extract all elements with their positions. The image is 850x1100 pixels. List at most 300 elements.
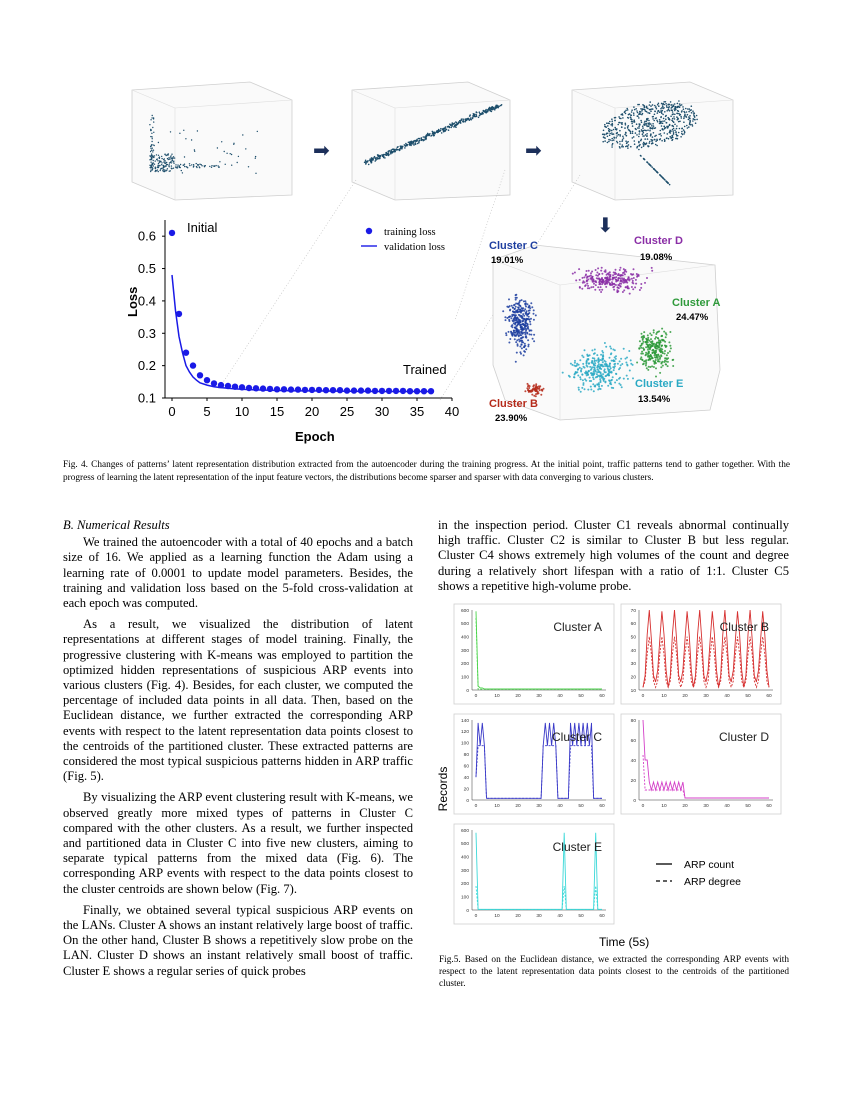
cluster-point <box>645 341 647 343</box>
scatter-point <box>444 128 446 130</box>
scatter-point <box>688 126 690 128</box>
scatter-point <box>153 160 154 161</box>
scatter-point <box>687 127 689 129</box>
cluster-point <box>593 378 595 380</box>
scatter-point <box>255 173 256 174</box>
cluster-point <box>610 352 612 354</box>
cluster-point <box>655 357 657 359</box>
scatter-point <box>660 130 662 132</box>
scatter-point <box>647 129 649 131</box>
legend-validation-loss: validation loss <box>384 242 445 253</box>
cluster-point <box>590 272 592 274</box>
cluster-point <box>600 286 602 288</box>
scatter-point <box>152 163 153 164</box>
cluster-point <box>646 343 648 345</box>
scatter-point <box>661 140 663 142</box>
scatter-point <box>463 119 465 121</box>
scatter-point <box>150 171 151 172</box>
training-loss-point <box>218 382 224 388</box>
scatter-point <box>164 160 165 161</box>
scatter-point <box>413 140 415 142</box>
scatter-point <box>632 132 634 134</box>
cluster-point <box>647 356 649 358</box>
cluster-point <box>626 357 628 359</box>
cluster-point <box>598 283 600 285</box>
scatter-point <box>649 130 651 132</box>
cluster-point <box>616 379 618 381</box>
scatter-point <box>635 132 637 134</box>
cluster-point <box>529 333 531 335</box>
scatter-point <box>616 141 618 143</box>
cluster-point <box>524 345 526 347</box>
scatter-point <box>622 136 624 138</box>
cluster-point <box>597 375 599 377</box>
cluster-point <box>520 353 522 355</box>
cluster-point <box>574 360 576 362</box>
panel-x-tick: 20 <box>682 804 688 809</box>
panel-x-tick: 10 <box>494 694 500 699</box>
cluster-point <box>649 333 651 335</box>
panel-y-tick: 20 <box>630 675 636 681</box>
scatter-point <box>604 134 606 136</box>
cluster-point <box>590 386 592 388</box>
cluster-point <box>526 325 528 327</box>
training-loss-point <box>358 387 364 393</box>
cluster-point <box>593 371 595 373</box>
scatter-point <box>652 127 654 129</box>
cluster-point <box>657 357 659 359</box>
scatter-point <box>416 139 418 141</box>
scatter-point <box>649 141 651 143</box>
scatter-point <box>185 138 186 139</box>
cluster-point <box>508 316 510 318</box>
scatter-point <box>634 143 636 145</box>
scatter-point <box>461 118 463 120</box>
cluster-point <box>601 267 603 269</box>
cluster-point <box>526 387 528 389</box>
scatter-point <box>607 125 609 127</box>
cluster-point <box>599 289 601 291</box>
scatter-point <box>432 131 434 133</box>
scatter-point <box>672 121 674 123</box>
scatter-point <box>166 164 167 165</box>
figure-4 <box>0 70 850 455</box>
panel-y-tick: 300 <box>460 868 469 874</box>
scatter-point <box>611 146 613 148</box>
scatter-point <box>445 126 447 128</box>
scatter-point <box>158 155 159 156</box>
cluster-point <box>601 350 603 352</box>
cluster-point <box>535 314 537 316</box>
scatter-point <box>607 133 609 135</box>
scatter-point <box>155 167 156 168</box>
scatter-point <box>666 105 668 107</box>
latent-scatter-initial <box>132 82 292 200</box>
scatter-point <box>683 121 685 123</box>
scatter-point <box>622 146 624 148</box>
scatter-point <box>615 137 617 139</box>
cluster-point <box>663 361 665 363</box>
scatter-point <box>644 138 646 140</box>
cluster-point <box>518 321 520 323</box>
training-loss-point <box>309 387 315 393</box>
cluster-point <box>514 308 516 310</box>
scatter-point <box>672 130 674 132</box>
cluster-point <box>618 274 620 276</box>
scatter-point <box>165 165 166 166</box>
scatter-point <box>201 164 202 165</box>
cluster-point <box>532 385 534 387</box>
cluster-c-pct: 19.01% <box>491 255 524 266</box>
cluster-e-label: Cluster E <box>635 378 684 390</box>
cluster-point <box>572 273 574 275</box>
cluster-point <box>612 277 614 279</box>
cluster-point <box>583 276 585 278</box>
cluster-point <box>651 341 653 343</box>
scatter-point <box>636 147 638 149</box>
scatter-point <box>476 115 478 117</box>
scatter-point <box>652 136 654 138</box>
scatter-point <box>397 146 399 148</box>
cluster-point <box>596 360 598 362</box>
cluster-point <box>641 333 643 335</box>
cluster-point <box>660 351 662 353</box>
cluster-point <box>517 334 519 336</box>
scatter-point <box>647 112 649 114</box>
scatter-point <box>662 106 664 108</box>
training-loss-point <box>204 377 210 383</box>
cluster-point <box>584 367 586 369</box>
panel-title: Cluster A <box>553 620 602 634</box>
cluster-point <box>510 317 512 319</box>
scatter-point <box>649 113 651 115</box>
cluster-point <box>584 378 586 380</box>
cluster-point <box>592 286 594 288</box>
cluster-point <box>588 363 590 365</box>
scatter-point <box>233 143 234 144</box>
scatter-point <box>486 110 488 112</box>
cluster-point <box>624 281 626 283</box>
cluster-point <box>519 300 521 302</box>
cluster-point <box>639 345 641 347</box>
cluster-point <box>655 354 657 356</box>
scatter-point <box>168 159 169 160</box>
scatter-point <box>492 109 494 111</box>
cluster-point <box>530 334 532 336</box>
scatter-point <box>673 133 675 135</box>
cluster-point <box>580 391 582 393</box>
cluster-point <box>603 370 605 372</box>
scatter-point <box>447 126 449 128</box>
scatter-point <box>417 140 419 142</box>
x-tick-label: 15 <box>269 404 285 419</box>
cluster-point <box>645 359 647 361</box>
training-loss-point <box>197 372 203 378</box>
scatter-point <box>449 123 451 125</box>
scatter-point <box>245 148 246 149</box>
scatter-point <box>498 106 500 108</box>
scatter-point <box>679 128 681 130</box>
scatter-point <box>257 131 258 132</box>
paragraph: Finally, we obtained several typical suspicious ARP events on the LANs. Cluster A shows an instant relatively large boost of traffic. On the other hand, Cluster B shows a repetitively slow probe on the LAN. Cluster D shows an instant relatively small boost of traffic. Cluster E shows a regular series of quick probes <box>63 902 413 978</box>
cluster-point <box>533 319 535 321</box>
scatter-point <box>671 107 673 109</box>
panel-title: Cluster D <box>718 730 769 744</box>
cluster-point <box>624 279 626 281</box>
scatter-point <box>678 121 680 123</box>
panel-x-tick: 30 <box>536 804 542 809</box>
scatter-point <box>625 140 627 142</box>
scatter-point <box>638 142 640 144</box>
panel-x-tick: 30 <box>536 914 542 919</box>
scatter-point <box>604 137 606 139</box>
scatter-point <box>623 137 625 139</box>
cluster-point <box>632 288 634 290</box>
scatter-point <box>619 143 621 145</box>
scatter-point <box>630 133 632 135</box>
scatter-point <box>164 154 165 155</box>
cluster-point <box>528 387 530 389</box>
scatter-point <box>413 144 415 146</box>
training-loss-point <box>393 388 399 394</box>
scatter-point <box>158 157 159 158</box>
scatter-point <box>648 120 650 122</box>
cluster-point <box>597 369 599 371</box>
scatter-point <box>687 114 689 116</box>
scatter-point <box>656 140 658 142</box>
scatter-point <box>225 164 226 165</box>
panel-title: Cluster E <box>552 840 602 854</box>
cluster-point <box>602 358 604 360</box>
scatter-point <box>660 116 662 118</box>
scatter-point <box>204 166 205 167</box>
scatter-point <box>224 151 225 152</box>
cluster-point <box>609 380 611 382</box>
cluster-point <box>611 387 613 389</box>
training-loss-point <box>190 362 196 368</box>
cluster-point <box>524 343 526 345</box>
scatter-point <box>171 168 172 169</box>
scatter-point <box>686 111 688 113</box>
cluster-point <box>604 283 606 285</box>
scatter-point <box>647 145 649 147</box>
right-column <box>438 518 789 600</box>
scatter-point <box>609 133 611 135</box>
panel-x-tick: 60 <box>766 804 772 809</box>
scatter-point <box>460 120 462 122</box>
loss-ylabel: Loss <box>125 286 140 317</box>
cluster-point <box>593 283 595 285</box>
scatter-point <box>641 147 643 149</box>
cluster-point <box>608 374 610 376</box>
scatter-point <box>659 119 661 121</box>
panel-y-tick: 100 <box>460 895 469 901</box>
cluster-point <box>615 278 617 280</box>
cluster-point <box>591 360 593 362</box>
scatter-point <box>657 111 659 113</box>
scatter-point <box>654 135 656 137</box>
cluster-point <box>642 339 644 341</box>
cluster-e-pct: 13.54% <box>638 394 671 405</box>
cluster-point <box>523 354 525 356</box>
scatter-point <box>692 120 694 122</box>
cluster-point <box>613 289 615 291</box>
scatter-point <box>611 138 613 140</box>
scatter-point <box>693 114 695 116</box>
scatter-point <box>630 146 632 148</box>
scatter-point <box>425 135 427 137</box>
scatter-point <box>668 118 670 120</box>
cluster-point <box>639 289 641 291</box>
cluster-point <box>667 352 669 354</box>
scatter-point <box>647 108 649 110</box>
scatter-point <box>627 117 629 119</box>
cluster-point <box>643 349 645 351</box>
scatter-point <box>653 120 655 122</box>
cluster-point <box>586 362 588 364</box>
cluster-point <box>537 393 539 395</box>
cluster-point <box>650 338 652 340</box>
cluster-point <box>592 281 594 283</box>
cluster-point <box>643 331 645 333</box>
scatter-point <box>384 157 386 159</box>
scatter-point <box>605 126 607 128</box>
scatter-point <box>660 121 662 123</box>
loss-xlabel: Epoch <box>295 429 335 444</box>
scatter-point <box>677 110 679 112</box>
scatter-point <box>693 118 695 120</box>
scatter-point <box>231 154 232 155</box>
cluster-point <box>613 369 615 371</box>
scatter-point <box>624 134 626 136</box>
panel-y-tick: 60 <box>463 764 469 770</box>
scatter-point <box>377 154 379 156</box>
scatter-point <box>436 131 438 133</box>
panel-y-tick: 60 <box>630 738 636 744</box>
y-tick-label: 0.5 <box>137 261 156 277</box>
scatter-point <box>614 127 616 129</box>
cluster-point <box>623 289 625 291</box>
scatter-point <box>374 157 376 159</box>
scatter-point <box>163 165 164 166</box>
scatter-point <box>674 130 676 132</box>
scatter-point <box>455 126 457 128</box>
cluster-point <box>611 281 613 283</box>
scatter-point <box>154 164 155 165</box>
cluster-point <box>579 376 581 378</box>
cluster-point <box>613 359 615 361</box>
scatter-point <box>652 123 654 125</box>
training-loss-point <box>232 384 238 390</box>
cluster-point <box>653 366 655 368</box>
scatter-point <box>217 165 218 166</box>
cluster-point <box>600 372 602 374</box>
training-loss-point <box>337 387 343 393</box>
panel-x-tick: 30 <box>703 694 709 699</box>
cluster-point <box>513 320 515 322</box>
cluster-point <box>518 307 520 309</box>
scatter-point <box>627 147 629 149</box>
scatter-point <box>654 114 656 116</box>
scatter-point <box>255 156 256 157</box>
cluster-point <box>521 344 523 346</box>
cluster-point <box>657 359 659 361</box>
scatter-point <box>242 134 243 135</box>
cluster-point <box>527 303 529 305</box>
panel-y-tick: 80 <box>463 753 469 759</box>
scatter-point <box>383 156 385 158</box>
panel-title: Cluster B <box>719 620 769 634</box>
cluster-point <box>586 365 588 367</box>
cluster-point <box>629 293 631 295</box>
cluster-point <box>653 351 655 353</box>
scatter-point <box>662 120 664 122</box>
training-loss-point <box>211 380 217 386</box>
cluster-point <box>653 329 655 331</box>
scatter-point <box>630 116 632 118</box>
cluster-point <box>505 334 507 336</box>
scatter-point <box>662 129 664 131</box>
cluster-point <box>598 360 600 362</box>
scatter-point <box>151 158 152 159</box>
scatter-point <box>666 126 668 128</box>
scatter-point <box>664 132 666 134</box>
scatter-point <box>158 163 159 164</box>
training-loss-point <box>183 350 189 356</box>
panel-x-tick: 10 <box>661 694 667 699</box>
scatter-point <box>676 128 678 130</box>
scatter-point <box>682 134 684 136</box>
scatter-point <box>153 150 154 151</box>
scatter-point <box>453 126 455 128</box>
scatter-point <box>177 164 178 165</box>
scatter-point <box>638 126 640 128</box>
cluster-point <box>615 284 617 286</box>
scatter-point <box>674 124 676 126</box>
cluster-point <box>598 363 600 365</box>
paragraph: in the inspection period. Cluster C1 reveals abnormal continually high traffic. Cluster C2 is similar to Cluster B but less regular. Cluster C4 shows extremely high volumes of the count and degree during a relatively short lifespan with a ratio of 1:1. Cluster C5 shows a repetitive high-volume probe. <box>438 518 789 593</box>
scatter-point <box>633 136 635 138</box>
scatter-point <box>160 168 161 169</box>
scatter-point <box>659 123 661 125</box>
scatter-point <box>689 121 691 123</box>
scatter-point <box>159 165 160 166</box>
scatter-point <box>603 130 605 132</box>
scatter-point <box>644 121 646 123</box>
scatter-point <box>474 113 476 115</box>
scatter-point <box>154 155 155 156</box>
cluster-point <box>595 376 597 378</box>
scatter-point <box>694 116 696 118</box>
scatter-point <box>660 138 662 140</box>
cluster-point <box>616 291 618 293</box>
cluster-point <box>535 385 537 387</box>
cluster-point <box>592 278 594 280</box>
scatter-point <box>635 108 637 110</box>
arrow-icon: ➡ <box>525 140 542 162</box>
cluster-point <box>665 346 667 348</box>
scatter-point <box>649 104 651 106</box>
panel-x-tick: 40 <box>557 694 563 699</box>
panel-y-tick: 120 <box>460 730 469 736</box>
scatter-point <box>153 132 154 133</box>
cluster-point <box>662 352 664 354</box>
cluster-point <box>520 312 522 314</box>
cluster-point <box>519 333 521 335</box>
scatter-point <box>611 118 613 120</box>
panel-x-tick: 50 <box>745 694 751 699</box>
panel-x-tick: 20 <box>682 694 688 699</box>
